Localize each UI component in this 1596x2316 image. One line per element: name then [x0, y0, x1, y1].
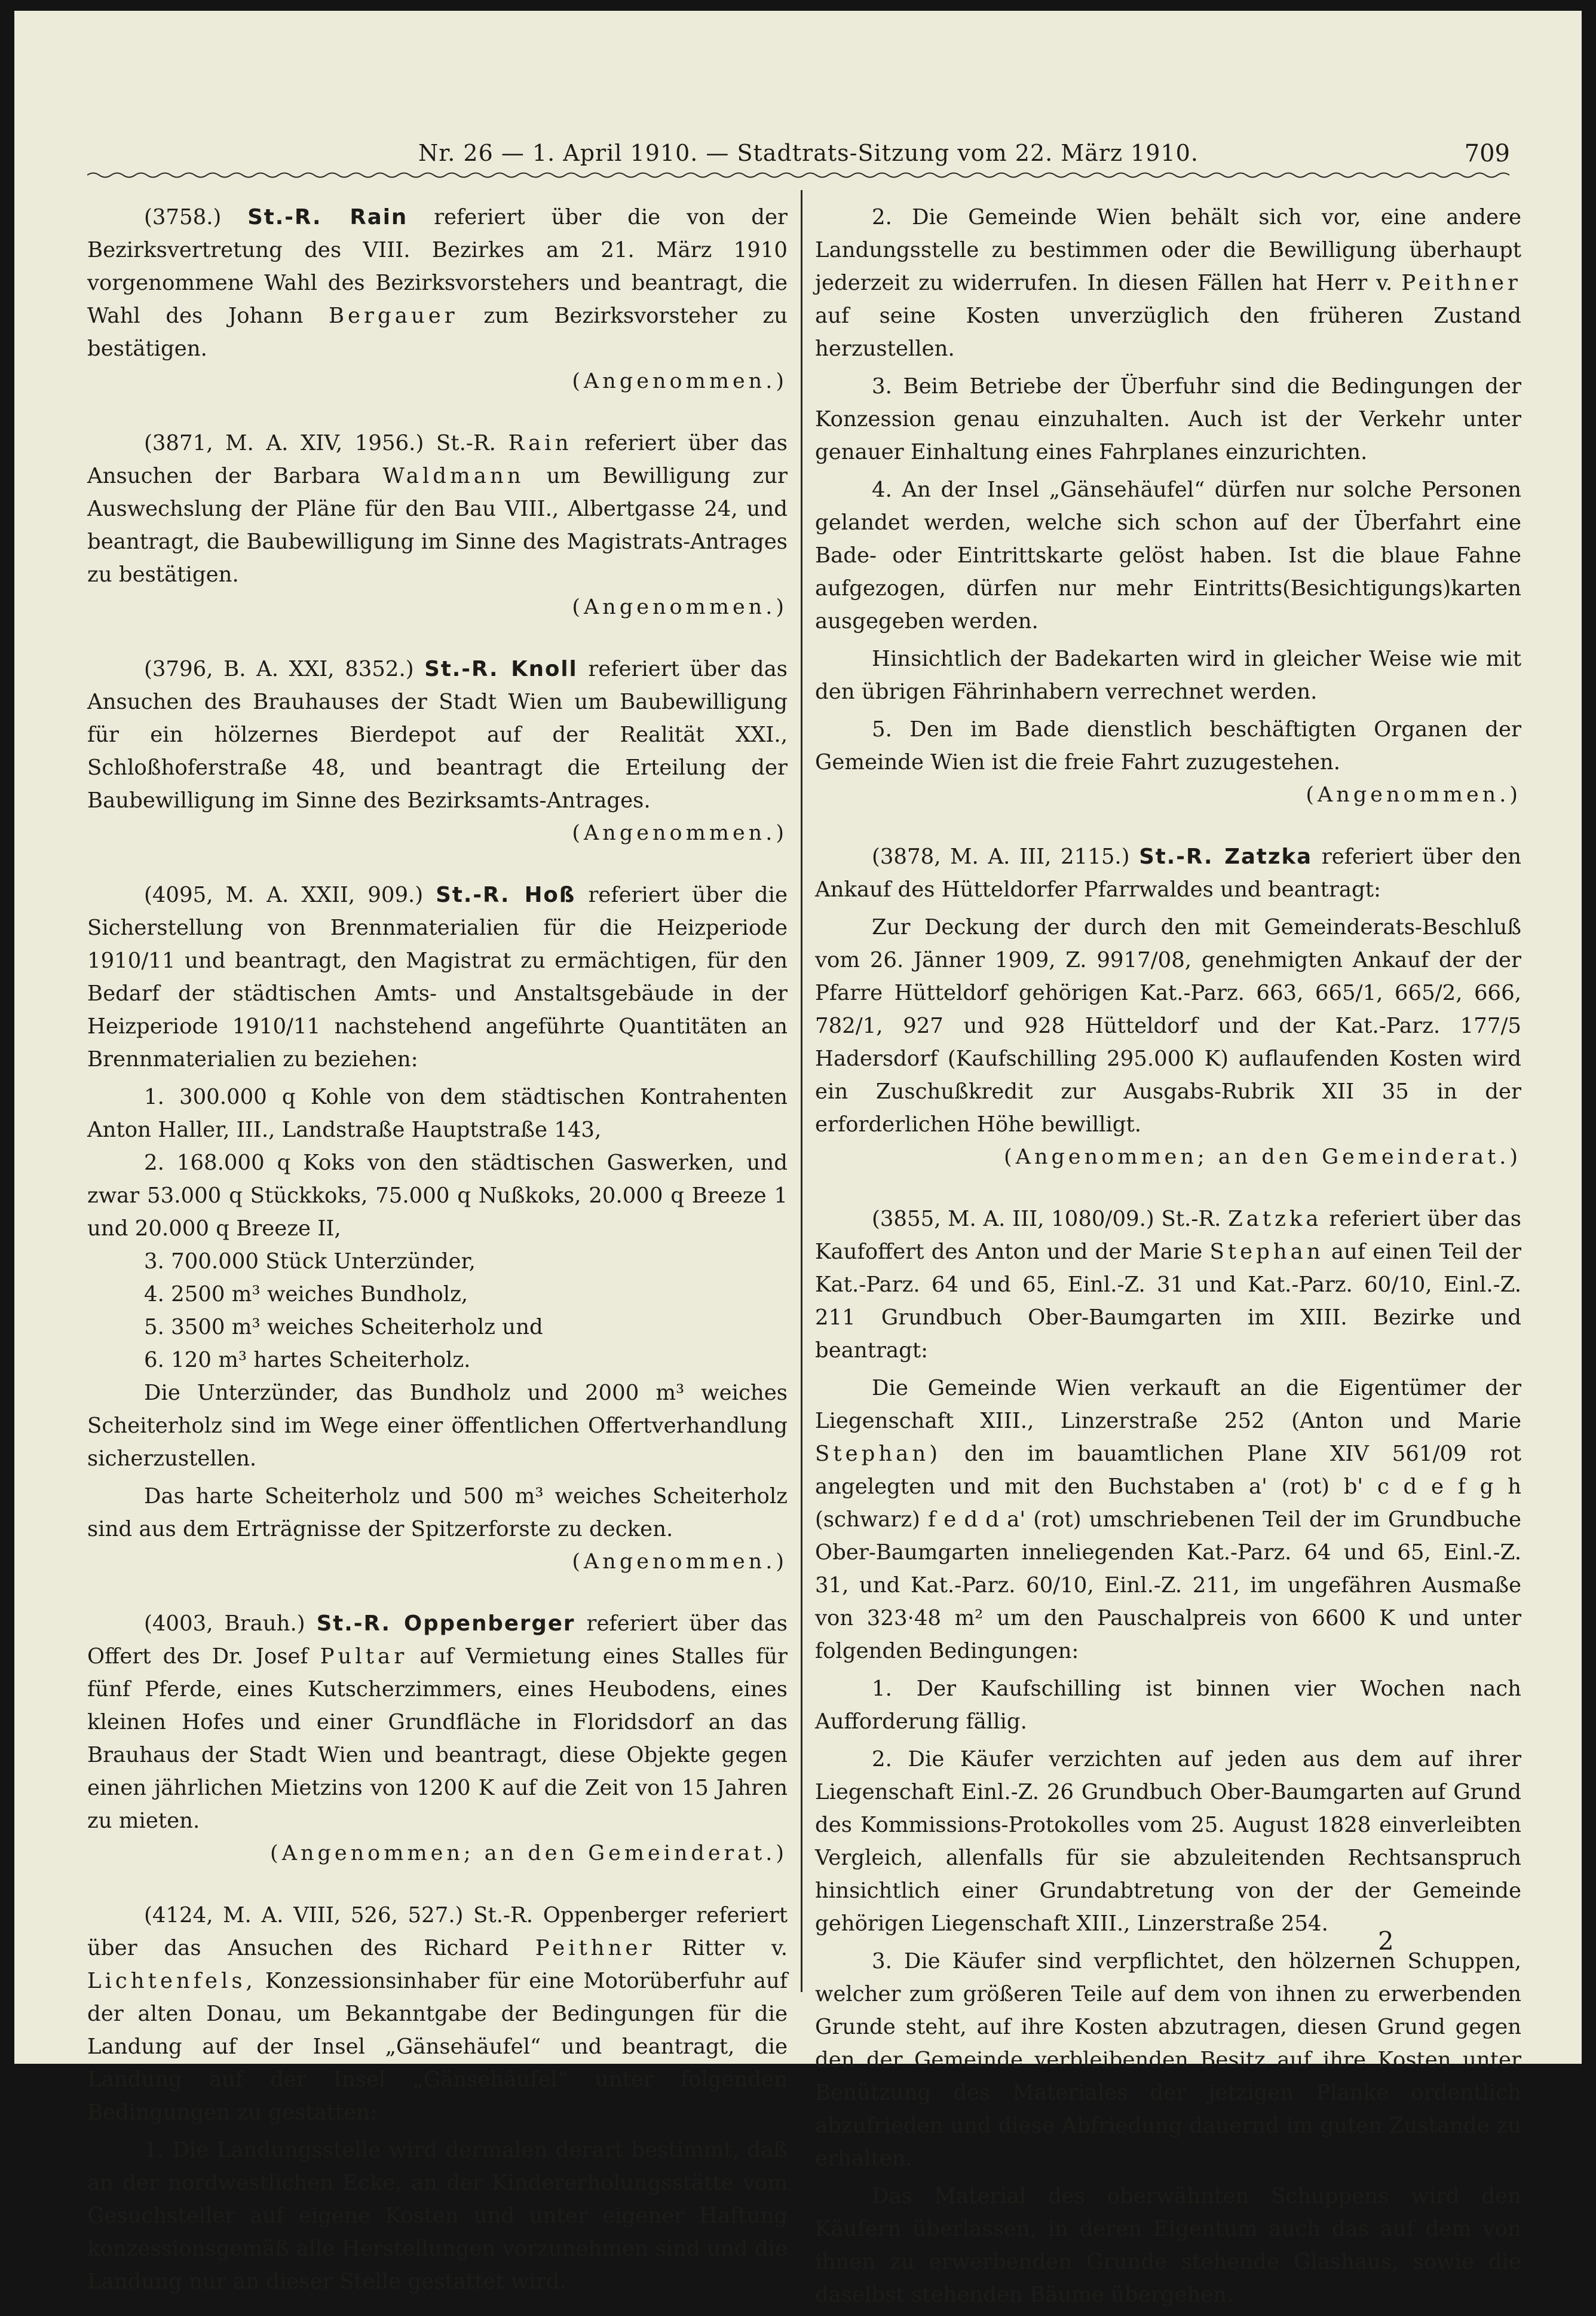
paragraph-text-cont: auf seine Kosten unverzüglich den früheren Zustand herzustellen.: [815, 304, 1521, 361]
paragraph: 1. Die Landungsstelle wird dermalen derart bestimmt, daß an der nordwestlichen Ecke, an der Kindererholungsstätte vom Gesuchsteller auf eigene Kosten und unter eigener Haftung konzessionsgemäß alle Herstellungen vorzunehmen sind und die Landung nur an dieser Stelle gestattet wird.: [87, 2138, 788, 2294]
status-angenommen: (Angenommen.): [572, 1550, 788, 1574]
entry-ref: (4095, M. A. XXII, 909.): [144, 883, 424, 907]
signature-number: 2: [1378, 1926, 1394, 1956]
entry-4003: [87, 1607, 788, 1870]
entry-4095: [87, 879, 788, 1076]
paragraph: [815, 1372, 1521, 1668]
entry-text: referiert über die Sicherstellung von Brennmaterialien für die Heizperiode 1910/11 und beantragt, den Magistrat zu ermächtigen, für den Bedarf der städtischen Amts- und Anstaltsgebäude in der Heizperiode 1910/11 nachstehend angeführte Quantitäten an Brennmaterialien zu beziehen:: [87, 883, 788, 1072]
list-item: 5. 3500 m³ weiches Scheiterholz und: [144, 1315, 543, 1339]
document-page: [14, 11, 1582, 2307]
entry-text: referiert über das Ansuchen der Barbara: [87, 431, 788, 488]
entry-ref: (3871, M. A. XIV, 1956.): [144, 431, 424, 455]
entry-ref: (3796, B. A. XXI, 8352.): [144, 657, 414, 681]
right-column: [815, 201, 1521, 2316]
paragraph: [87, 1480, 788, 1578]
status-angenommen: (Angenommen.): [572, 821, 788, 845]
entry-ref: (4124, M. A. VIII, 526, 527.): [144, 1903, 464, 1928]
entry-text: referiert über das Ansuchen des Richard: [87, 1903, 788, 1960]
speaker-name: Zatzka: [1228, 1207, 1322, 1231]
speaker: St.-R. Oppenberger: [316, 1611, 575, 1636]
entry-3871: [87, 427, 788, 624]
page-number: 709: [1464, 140, 1510, 167]
left-column: [87, 201, 788, 2303]
status-angenommen: (Angenommen; an den Gemeinderat.): [1004, 1145, 1521, 1169]
list-item: 6. 120 m³ hartes Scheiterholz.: [144, 1348, 471, 1372]
entry-text-cont: auf einen Teil der Kat.-Parz. 64 und 65, Einl.-Z. 31 und Kat.-Parz. 60/10, Einl.-Z. 211 Grundbuch Ober-Baumgarten im XIII. Bezirke und beantragt:: [815, 1240, 1521, 1363]
list-item: 4. 2500 m³ weiches Bundholz,: [144, 1282, 468, 1307]
header-title: Nr. 26 — 1. April 1910. — Stadtrats-Sitzung vom 22. März 1910.: [418, 140, 1199, 166]
speaker: St.-R. Knoll: [424, 657, 578, 681]
entry-text: referiert über das Ansuchen des Brauhauses der Stadt Wien um Baubewilligung für ein hölzernes Bierdepot auf der Realität XXI., Schloßhoferstraße 48, und beantragt die Erteilung der Baubewilligung im Sinne des Bezirksamts-Antrages.: [87, 657, 788, 813]
paragraph: 4. An der Insel „Gänsehäufel“ dürfen nur solche Personen gelandet werden, welche sich schon auf der Überfahrt eine Bade- oder Eintrittskarte gelöst haben. Ist die blaue Fahne aufgezogen, dürfen nur mehr Eintritts(Besichtigungs)karten ausgegeben werden.: [815, 478, 1521, 634]
paragraph-text: Die Gemeinde Wien verkauft an die Eigentümer der Liegenschaft XIII., Linzerstraße 252 (Anton und Marie: [815, 1376, 1521, 1433]
person-name: Pultar: [320, 1644, 408, 1669]
status-angenommen: (Angenommen.): [572, 369, 788, 393]
person-name: Lichtenfels,: [87, 1969, 256, 1993]
paragraph: [815, 911, 1521, 1174]
person-name: Stephan): [815, 1442, 942, 1466]
column-divider: [801, 190, 802, 1992]
paragraph-text: 5. Den im Bade dienstlich beschäftigten Organen der Gemeinde Wien ist die freie Fahrt zuzugestehen.: [815, 717, 1521, 775]
entry-ref: (4003, Brauh.): [144, 1611, 305, 1636]
paragraph-text-cont: den im bauamtlichen Plane XIV 561/09 rot angelegten und mit den Buchstaben a' (rot) b' c d e f g h (schwarz) f e d d a' (rot) umschriebenen Teil der im Grundbuche Ober-Baumgarten inneliegenden Kat.-Parz. 64 und 65, Einl.-Z. 31, und Kat.-Parz. 60/10, Einl.-Z. 211, im ungefähren Ausmaße von 323·48 m² um den Pauschalpreis von 6600 K und unter folgenden Bedingungen:: [815, 1442, 1521, 1663]
paragraph: [815, 201, 1521, 365]
entry-text-cont: Konzessionsinhaber für eine Motorüberfuhr auf der alten Donau, um Bekanntgabe der Bedingungen für die Landung auf der Insel „Gänsehäufel“ und beantragt, die Landung auf der Insel „Gänsehäufel“ unter folgenden Bedingungen zu gestatten:: [87, 1969, 788, 2125]
paragraph: [815, 713, 1521, 812]
speaker: St.-R. Oppenberger: [473, 1903, 687, 1928]
entry-ref: (3878, M. A. III, 2115.): [872, 845, 1130, 869]
status-angenommen: (Angenommen.): [572, 595, 788, 619]
entry-text: referiert über das Offert des Dr. Josef: [87, 1611, 788, 1669]
paragraph-text: 2. Die Gemeinde Wien behält sich vor, eine andere Landungsstelle zu bestimmen oder die Bewilligung überhaupt jederzeit zu widerrufen. In diesen Fällen hat Herr v.: [815, 205, 1521, 295]
paragraph: 2. Die Käufer verzichten auf jeden aus dem auf ihrer Liegenschaft Einl.-Z. 26 Grundbuch Ober-Baumgarten auf Grund des Kommissions-Protokolles vom 25. August 1828 einverleibten Vergleich, allenfalls für sie abzuleitenden Rechtsanspruch hinsichtlich einer Grundabtretung von der der Gemeinde gehörigen Liegenschaft XIII., Linzerstraße 254.: [815, 1747, 1521, 1936]
speaker: St.-R. Hoß: [436, 883, 576, 907]
paragraph-text: Zur Deckung der durch den mit Gemeinderats-Beschluß vom 26. Jänner 1909, Z. 9917/08, genehmigten Ankauf der der Pfarre Hütteldorf gehörigen Kat.-Parz. 663, 665/1, 665/2, 666, 782/1, 927 und 928 Hütteldorf und der Kat.-Parz. 177/5 Hadersdorf (Kaufschilling 295.000 K) auflaufenden Kosten wird ein Zuschußkredit zur Ausgabs-Rubrik XII 35 in der erforderlichen Höhe bewilligt.: [815, 915, 1521, 1137]
person-name: Bergauer: [328, 304, 458, 328]
entry-text-cont: zum Bezirksvorsteher zu bestätigen.: [87, 304, 788, 361]
entry-ref: (3758.): [144, 205, 222, 230]
paragraph: Hinsichtlich der Badekarten wird in gleicher Weise wie mit den übrigen Fährinhabern verrechnet werden.: [815, 647, 1521, 704]
entry-text: referiert über das Kaufoffert des Anton und der Marie: [815, 1207, 1521, 1264]
list-item: 2. 168.000 q Koks von den städtischen Gaswerken, und zwar 53.000 q Stückkoks, 75.000 q Nußkoks, 20.000 q Breeze 1 und 20.000 q Breeze II,: [87, 1151, 788, 1241]
entry-text: referiert über den Ankauf des Hütteldorfer Pfarrwaldes und beantragt:: [815, 845, 1521, 902]
paragraph: Die Unterzünder, das Bundholz und 2000 m³ weiches Scheiterholz sind im Wege einer öffentlichen Offertverhandlung sicherzustellen.: [87, 1381, 788, 1471]
entry-ref: (3855, M. A. III, 1080/09.): [872, 1207, 1154, 1231]
paragraph: Das Material des oberwähnten Schuppens wird den Käufern überlassen, in deren Eigentum auch das auf dem von ihnen zu erwerbenden Grunde stehende Glashaus, sowie die daselbst stehenden Bäume übergehen.: [815, 2184, 1521, 2307]
person-name: Peithner: [1401, 271, 1521, 295]
paragraph: 3. Beim Betriebe der Überfuhr sind die Bedingungen der Konzession genau einzuhalten. Auch ist der Verkehr unter genauer Einhaltung eines Fahrplanes einzurichten.: [815, 374, 1521, 464]
entry-3855: [815, 1203, 1521, 1367]
entry-text-cont: auf Vermietung eines Stalles für fünf Pferde, eines Kutscherzimmers, eines Heubodens, eines kleinen Hofes und einer Grundfläche in Floridsdorf an das Brauhaus der Stadt Wien und beantragt, diese Objekte gegen einen jährlichen Mietzins von 1200 K auf die Zeit von 15 Jahren zu mieten.: [87, 1644, 788, 1833]
entry-4124: [87, 1899, 788, 2129]
status-angenommen: (Angenommen.): [1306, 783, 1521, 807]
speaker-title: St.-R.: [1161, 1207, 1221, 1231]
person-name: Stephan: [1209, 1240, 1324, 1264]
header-wavy-rule: [87, 171, 1509, 179]
person-name: Waldmann: [382, 464, 525, 488]
paragraph-text: Das harte Scheiterholz und 500 m³ weiches Scheiterholz sind aus dem Erträgnisse der Spitzerforste zu decken.: [87, 1484, 788, 1541]
entry-text-cont: um Bewilligung zur Auswechslung der Pläne für den Bau VIII., Albertgasse 24, und beantragt, die Baubewilligung im Sinne des Magistrats-Antrages zu bestätigen.: [87, 464, 788, 587]
person-name: Peithner: [535, 1936, 655, 1960]
speaker-title: St.-R.: [436, 431, 496, 455]
entry-3878: [815, 840, 1521, 906]
entry-text: referiert über die von der Bezirksvertretung des VIII. Bezirkes am 21. März 1910 vorgenommene Wahl des Bezirksvorstehers und beantragt, die Wahl des Johann: [87, 205, 788, 328]
speaker-name: Rain: [508, 431, 572, 455]
status-angenommen: (Angenommen; an den Gemeinderat.): [270, 1841, 788, 1865]
entry-text-mid: Ritter v.: [682, 1936, 788, 1960]
speaker: St.-R. Zatzka: [1139, 845, 1313, 869]
list-item: 3. 700.000 Stück Unterzünder,: [144, 1249, 476, 1274]
entry-3796: [87, 653, 788, 850]
paragraph: 1. Der Kaufschilling ist binnen vier Wochen nach Aufforderung fällig.: [815, 1676, 1521, 1734]
list-item: 1. 300.000 q Kohle von dem städtischen Kontrahenten Anton Haller, III., Landstraße Hauptstraße 143,: [87, 1085, 788, 1142]
entry-3758: [87, 201, 788, 398]
speaker: St.-R. Rain: [247, 205, 408, 230]
paragraph: 3. Die Käufer sind verpflichtet, den hölzernen Schuppen, welcher zum größeren Teile auf dem von ihnen zu erwerbenden Grunde steht, auf ihre Kosten abzutragen, diesen Grund gegen den der Gemeinde verbleibenden Besitz auf ihre Kosten unter Benützung des Materiales der jetzigen Planke ordentlich abzufrieden und diese Abfriedung dauernd im guten Zustande zu erhalten.: [815, 1949, 1521, 2171]
